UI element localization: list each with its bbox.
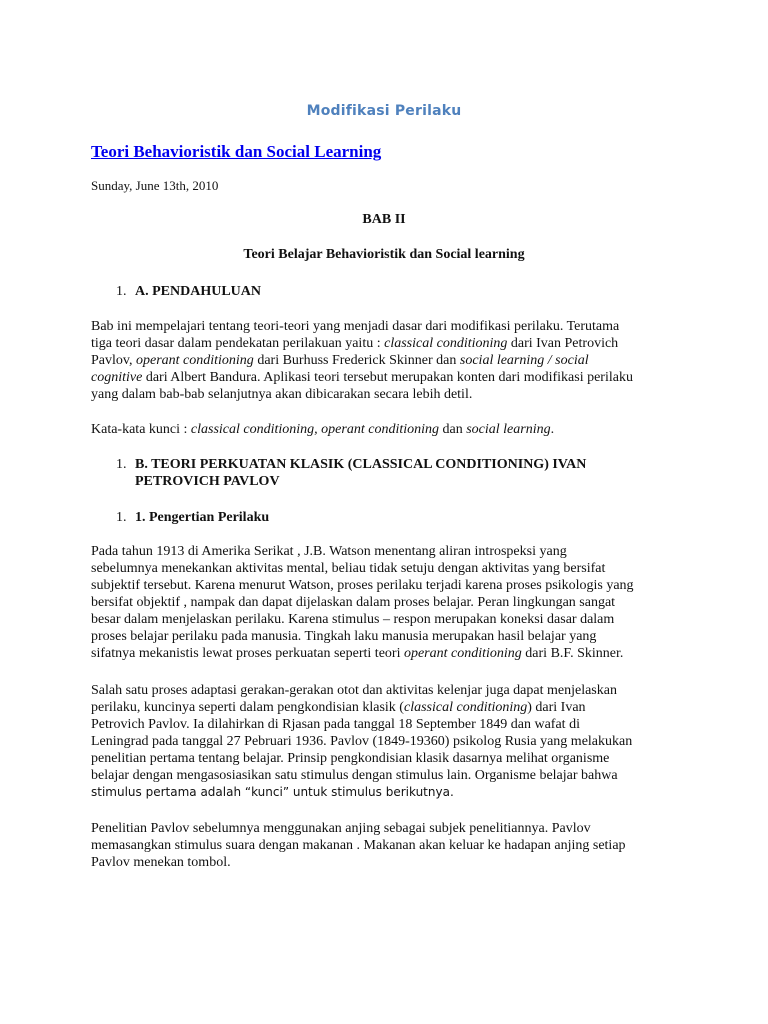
text-line: Pada tahun 1913 di Amerika Serikat , J.B. Watson menentang aliran introspeksi yang — [91, 544, 567, 559]
chapter-subtitle: Teori Belajar Behavioristik dan Social learning — [243, 247, 525, 262]
text-line: proses belajar perilaku pada manusia. Tingkah laku manusia merupakan hasil belajar yang — [91, 629, 597, 644]
text-line: penelitian pertama tentang belajar. Prinsip pengkondisian klasik dasarnya melihat organisme — [91, 751, 610, 766]
text-line: sifatnya mekanistis lewat proses perkuatan seperti teori operant conditioning dari B.F. Skinner. — [91, 646, 624, 661]
text-line: yang dalam bab-bab selanjutnya akan dibicarakan secara lebih detil. — [91, 387, 473, 402]
paragraph-pavlov — [91, 682, 681, 801]
text-line: Petrovich Pavlov. Ia dilahirkan di Rjasan pada tanggal 18 September 1849 dan wafat di — [91, 717, 580, 732]
text-line: Salah satu proses adaptasi gerakan-gerakan otot dan aktivitas kelenjar juga dapat menjelaskan — [91, 683, 617, 698]
paragraph-experiment — [91, 820, 681, 871]
list-number: 1. — [116, 284, 127, 299]
text-line: Pavlov, operant conditioning dari Burhuss Frederick Skinner dan social learning / social — [91, 353, 589, 368]
text-line: Bab ini mempelajari tentang teori-teori yang menjadi dasar dari modifikasi perilaku. Terutama — [91, 319, 620, 334]
text-line: memasangkan stimulus suara dengan makanan . Makanan akan keluar ke hadapan anjing setiap — [91, 838, 626, 853]
document-title: Modifikasi Perilaku — [306, 103, 462, 119]
post-title-link[interactable]: Teori Behavioristik dan Social Learning — [91, 142, 382, 161]
paragraph-watson — [91, 543, 681, 662]
text-line: Leningrad pada tanggal 27 Pebruari 1936. Pavlov (1849-19360) psikolog Rusia yang melakukan — [91, 734, 633, 749]
text-line: sebelumnya menekankan aktivitas mental, beliau tidak setuju dengan aktivitas yang bersifat — [91, 561, 606, 576]
text-line: besar dalam menjelaskan perilaku. Karena stimulus – respon merupakan koneksi dasar dalam — [91, 612, 615, 627]
paragraph-intro — [91, 318, 681, 403]
text-line: perilaku, kuncinya seperti dalam pengkondisian klasik (classical conditioning) dari Ivan — [91, 700, 586, 715]
text-line: subjektif tersebut. Karena menurut Watson, proses perilaku terjadi karena proses psikologis yang — [91, 578, 634, 593]
list-number: 1. — [116, 457, 127, 472]
chapter-heading: BAB II — [362, 212, 406, 227]
text-line: bersifat objektif , nampak dan dapat dijelaskan dalam proses belajar. Peran lingkungan sangat — [91, 595, 616, 610]
section-b-title: B. TEORI PERKUATAN KLASIK (CLASSICAL CONDITIONING) IVAN PETROVICH PAVLOV — [135, 457, 587, 489]
post-date: Sunday, June 13th, 2010 — [91, 178, 219, 193]
section-a-title: A. PENDAHULUAN — [135, 284, 261, 299]
text-line: Pavlov menekan tombol. — [91, 855, 231, 870]
text-line: belajar dengan mengasosiasikan satu stimulus dengan stimulus lain. Organisme belajar bahwa — [91, 768, 618, 783]
text-line: tiga teori dasar dalam pendekatan perilakuan yaitu : classical conditioning dari Ivan Petrovich — [91, 336, 619, 351]
text-line: stimulus pertama adalah “kunci” untuk stimulus berikutnya. — [91, 785, 454, 799]
text-line: Kata-kata kunci : classical conditioning, operant conditioning dan social learning. — [91, 422, 555, 437]
list-number: 1. — [116, 510, 127, 525]
section-1-title: 1. Pengertian Perilaku — [135, 510, 270, 525]
paragraph-keywords — [91, 421, 681, 438]
text-line: Penelitian Pavlov sebelumnya menggunakan anjing sebagai subjek penelitiannya. Pavlov — [91, 821, 591, 836]
text-line: cognitive dari Albert Bandura. Aplikasi teori tersebut merupakan konten dari modifikasi perilaku — [91, 370, 633, 385]
